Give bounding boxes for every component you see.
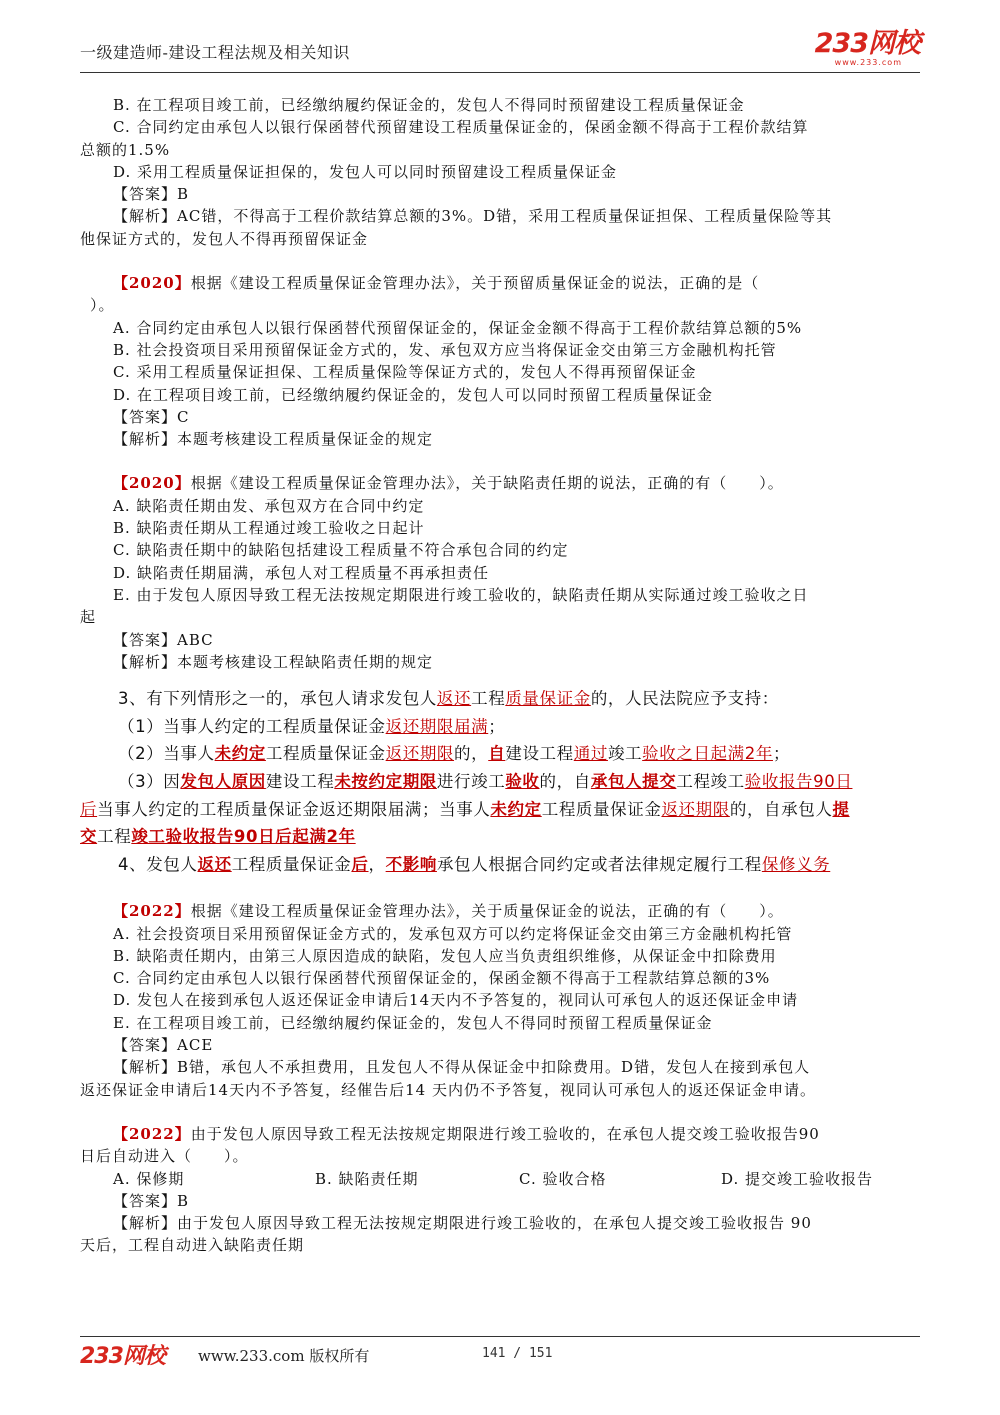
note-highlight: 未约定 (490, 799, 542, 819)
analysis-tag: 【解析】 (113, 430, 178, 449)
note-text: 工程 (97, 827, 132, 847)
q3-option-b: B. 缺陷责任期内，由第三人原因造成的缺陷，发包人应当负责组织维修，从保证金中扣除费用 (113, 946, 777, 965)
q4-option-d: D. 提交竣工验收报告 (721, 1169, 874, 1188)
note-text: （1）当事人约定的工程质量保证金 (118, 716, 386, 736)
q1-analysis (80, 428, 922, 450)
note-highlight: 承包人提交 (590, 771, 677, 791)
q3-analysis-cont: 返还保证金申请后14天内不予答复，经催告后14 天内仍不予答复，视同认可承包人的返还保证金申请。 (80, 1080, 816, 1099)
logo-text: 233网校 (814, 28, 920, 59)
note-text: 进行竣工 (436, 771, 506, 791)
note-highlight: 不影响 (385, 854, 437, 874)
note-highlight: 返还 (436, 689, 472, 709)
note-text: 的， (454, 744, 489, 764)
note-highlight: 未约定 (214, 744, 266, 764)
q3-analysis (80, 1056, 922, 1078)
page-number: 141 / 151 (482, 1346, 553, 1361)
stem-text: 由于发包人原因导致工程无法按规定期限进行竣工验收的，在承包人提交竣工验收报告90 (190, 1124, 820, 1143)
year-tag: 【2020】 (113, 474, 191, 493)
q2-option-c: C. 缺陷责任期中的缺陷包括建设工程质量不符合承包合同的约定 (113, 541, 569, 560)
q0-option-d: D. 采用工程质量保证担保的，发包人可以同时预留建设工程质量保证金 (113, 162, 618, 181)
answer-tag: 【答案】 (113, 185, 178, 204)
analysis-text: AC错，不得高于工程价款结算总额的3%。D错，采用工程质量保证担保、工程质量保险等其 (177, 207, 833, 226)
note-3-case-3-cont2 (80, 823, 922, 851)
q1-option-b: B. 社会投资项目采用预留保证金方式的，发、承包双方应当将保证金交由第三方金融机构托管 (113, 340, 777, 359)
q4-stem (80, 1123, 922, 1145)
note-text: 的，自 (539, 771, 591, 791)
note-text: 竣工 (607, 744, 643, 764)
note-highlight: 质量保证金 (505, 689, 591, 709)
q1-option-d: D. 在工程项目竣工前，已经缴纳履约保证金的，发包人可以同时预留工程质量保证金 (113, 385, 714, 404)
q3-option-c: C. 合同约定由承包人以银行保函替代预留保证金的，保函金额不得高于工程款结算总额的3% (113, 969, 771, 988)
note-text: 的，自承包人 (729, 799, 833, 819)
note-text: 当事人约定的工程质量保证金返还期限届满；当事人 (97, 799, 491, 819)
q4-stem-cont: 日后自动进入（ ）。 (80, 1147, 249, 1166)
q4-option-b: B. 缺陷责任期 (315, 1169, 419, 1188)
footer-divider (80, 1336, 920, 1337)
note-text: 工程质量保证金 (265, 744, 386, 764)
note-highlight: 验收报告90日 (744, 771, 853, 791)
header-divider (80, 72, 920, 73)
note-3-case-1 (80, 713, 922, 741)
q3-option-d: D. 发包人在接到承包人返还保证金申请后14天内不予答复的，视同认可承包人的返还保证金申请 (113, 991, 799, 1010)
year-tag: 【2020】 (113, 274, 191, 293)
q1-stem (80, 272, 922, 294)
q2-option-d: D. 缺陷责任期届满，承包人对工程质量不再承担责任 (113, 563, 490, 582)
note-highlight: 返还 (197, 854, 232, 874)
page-footer (80, 1340, 920, 1370)
q4-analysis-cont: 天后，工程自动进入缺陷责任期 (80, 1236, 305, 1255)
analysis-tag: 【解析】 (113, 1058, 178, 1077)
note-highlight: 保修义务 (761, 854, 831, 874)
q4-analysis (80, 1212, 922, 1234)
answer-value: ABC (177, 630, 214, 649)
note-highlight: 验收 (505, 771, 540, 791)
note-text: 工程质量保证金 (231, 854, 352, 874)
q4-answer (80, 1190, 922, 1212)
note-highlight: 验收之日起满2年 (642, 744, 773, 764)
answer-tag: 【答案】 (113, 630, 178, 649)
answer-value: B (177, 185, 190, 204)
note-highlight: 返还期限 (385, 744, 455, 764)
q3-option-e: E. 在工程项目竣工前，已经缴纳履约保证金的，发包人不得同时预留工程质量保证金 (113, 1013, 713, 1032)
note-highlight: 返还期限届满 (385, 716, 489, 736)
note-text: 3、有下列情形之一的，承包人请求发包人 (118, 689, 437, 709)
note-highlight: 返还期限 (661, 799, 730, 819)
analysis-tag: 【解析】 (113, 652, 178, 671)
note-text: （3）因 (118, 771, 181, 791)
note-text: ， (368, 854, 386, 874)
answer-tag: 【答案】 (113, 1036, 178, 1055)
document-title: 一级建造师-建设工程法规及相关知识 (80, 43, 350, 62)
q2-stem (80, 472, 922, 494)
q3-answer (80, 1034, 922, 1056)
q1-stem-cont: ）。 (90, 296, 115, 315)
note-highlight: 通过 (573, 744, 608, 764)
answer-value: C (177, 407, 190, 426)
q2-option-a: A. 缺陷责任期由发、承包双方在合同中约定 (113, 496, 425, 515)
q0-analysis (80, 205, 922, 227)
q2-analysis (80, 651, 922, 673)
note-text: ； (772, 744, 791, 764)
note-text: 承包人根据合同约定或者法律规定履行工程 (436, 854, 762, 874)
page-header (80, 28, 920, 70)
answer-value: ACE (177, 1036, 214, 1055)
q1-answer (80, 406, 922, 428)
q4-option-c: C. 验收合格 (519, 1169, 607, 1188)
q2-answer (80, 629, 922, 651)
note-3-case-2 (80, 740, 922, 768)
q2-option-b: B. 缺陷责任期从工程通过竣工验收之日起计 (113, 519, 425, 538)
note-text: 的，人民法院应予支持： (590, 689, 779, 709)
q4-option-a: A. 保修期 (113, 1169, 185, 1188)
analysis-tag: 【解析】 (113, 207, 178, 226)
q2-option-e-cont: 起 (80, 608, 97, 627)
note-highlight: 自 (488, 744, 506, 764)
note-text: 工程质量保证金 (541, 799, 662, 819)
note-highlight: 后 (80, 799, 98, 819)
stem-text: 根据《建设工程质量保证金管理办法》，关于预留质量保证金的说法，正确的是（ (190, 274, 760, 293)
analysis-text: B错，承包人不承担费用，且发包人不得从保证金中扣除费用。D错，发包人在接到承包人 (177, 1058, 811, 1077)
note-3-case-3 (80, 768, 922, 796)
q2-option-e: E. 由于发包人原因导致工程无法按规定期限进行竣工验收的，缺陷责任期从实际通过竣工验收之日 (113, 585, 809, 604)
answer-tag: 【答案】 (113, 407, 178, 426)
note-highlight: 交 (80, 827, 98, 847)
q0-option-c-cont: 总额的1.5% (80, 140, 171, 159)
note-text: 工程 (471, 689, 506, 709)
answer-value: B (177, 1191, 190, 1210)
q1-option-c: C. 采用工程质量保证担保、工程质量保险等保证方式的，发包人不得再预留保证金 (113, 363, 697, 382)
brand-logo (815, 30, 920, 67)
q0-option-b: B. 在工程项目竣工前，已经缴纳履约保证金的，发包人不得同时预留建设工程质量保证金 (113, 96, 745, 114)
analysis-tag: 【解析】 (113, 1214, 178, 1233)
note-text: 工程竣工 (676, 771, 745, 791)
note-3 (80, 685, 922, 713)
note-highlight: 未按约定期限 (334, 771, 437, 791)
analysis-text: 本题考核建设工程质量保证金的规定 (177, 430, 434, 449)
note-highlight: 后 (351, 854, 369, 874)
q0-answer (80, 183, 922, 205)
note-text: ； (488, 716, 506, 736)
q3-option-a: A. 社会投资项目采用预留保证金方式的，发承包双方可以约定将保证金交由第三方金融机构托管 (113, 924, 793, 943)
page-content (80, 94, 922, 1257)
year-tag: 【2022】 (113, 902, 191, 921)
q4-options (80, 1168, 922, 1190)
logo-url: www.233.com (834, 58, 902, 67)
note-text: 建设工程 (505, 744, 574, 764)
q3-stem (80, 900, 922, 922)
note-highlight: 竣工验收报告90日后起满2年 (131, 827, 356, 847)
stem-text: 根据《建设工程质量保证金管理办法》，关于缺陷责任期的说法，正确的有（ ）。 (190, 474, 784, 493)
note-text: 建设工程 (265, 771, 335, 791)
stem-text: 根据《建设工程质量保证金管理办法》，关于质量保证金的说法，正确的有（ ）。 (190, 902, 784, 921)
q0-option-c: C. 合同约定由承包人以银行保函替代预留建设工程质量保证金的，保函金额不得高于工程价款结算 (113, 118, 809, 137)
q1-option-a: A. 合同约定由承包人以银行保函替代预留保证金的，保证金金额不得高于工程价款结算总额的5% (113, 318, 803, 337)
year-tag: 【2022】 (113, 1124, 191, 1143)
analysis-text: 由于发包人原因导致工程无法按规定期限进行竣工验收的，在承包人提交竣工验收报告 90 (177, 1214, 812, 1233)
note-highlight: 发包人原因 (180, 771, 266, 791)
analysis-text: 本题考核建设工程缺陷责任期的规定 (177, 652, 434, 671)
footer-copyright: www.233.com 版权所有 (198, 1347, 370, 1365)
note-4 (80, 851, 922, 879)
note-highlight: 提 (832, 799, 850, 819)
q0-analysis-cont: 他保证方式的，发包人不得再预留保证金 (80, 229, 369, 248)
note-text: 4、发包人 (118, 854, 198, 874)
footer-logo: 233网校 (80, 1344, 165, 1369)
note-text: （2）当事人 (118, 744, 215, 764)
note-3-case-3-cont (80, 796, 922, 824)
answer-tag: 【答案】 (113, 1191, 178, 1210)
